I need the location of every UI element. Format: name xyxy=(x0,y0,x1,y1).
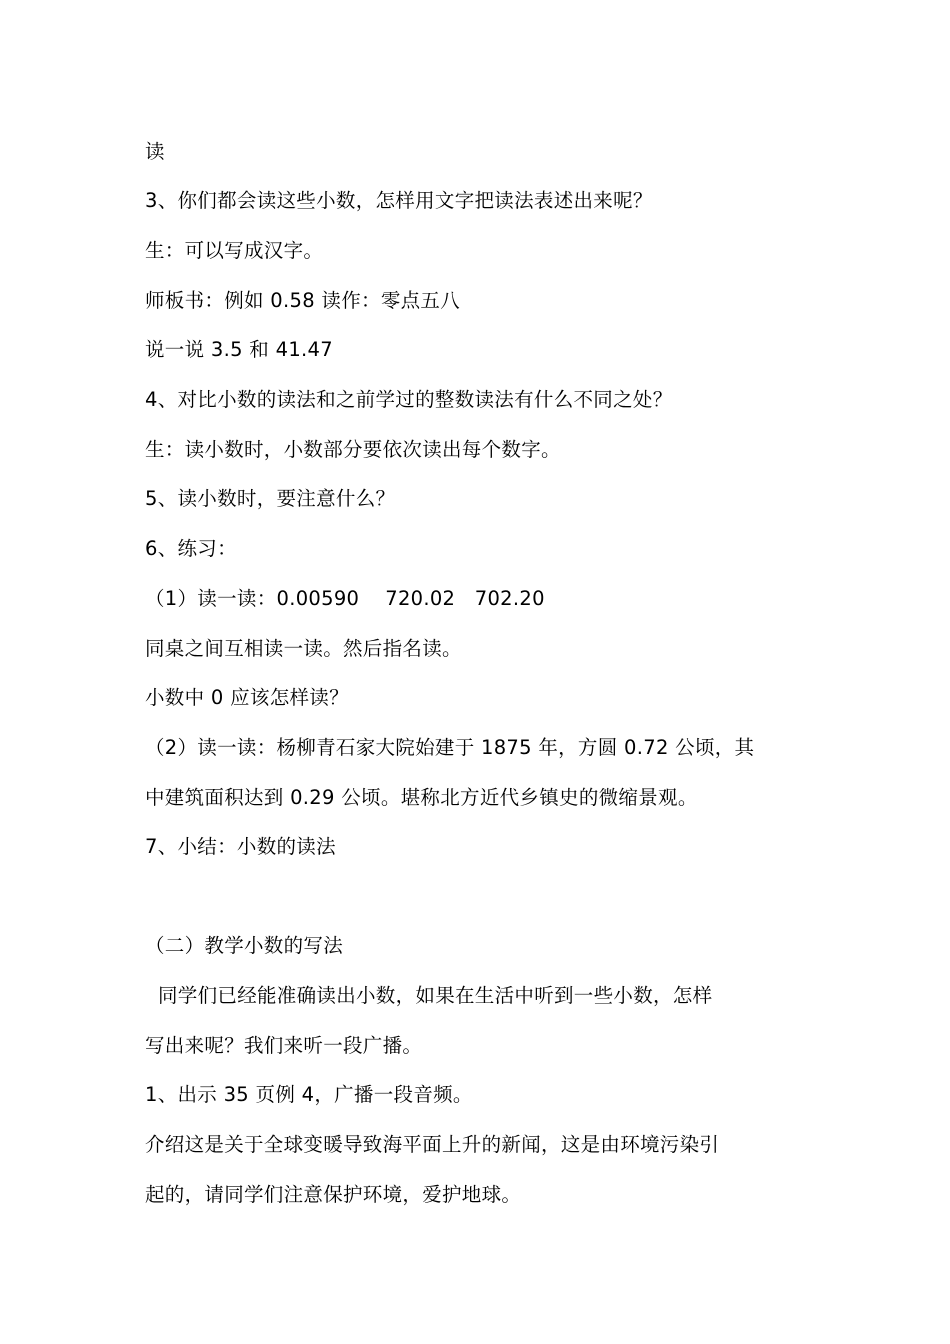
paragraph-line-9: 6、练习： xyxy=(145,537,237,560)
paragraph-line-21: 起的，请同学们注意保护环境，爱护地球。 xyxy=(145,1183,522,1206)
paragraph-line-3: 生：可以写成汉字。 xyxy=(145,239,324,262)
paragraph-line-7: 生：读小数时，小数部分要依次读出每个数字。 xyxy=(145,438,561,461)
section-heading: （二）教学小数的写法 xyxy=(145,934,344,957)
paragraph-line-12: 小数中 0 应该怎样读？ xyxy=(145,686,349,709)
paragraph-line-15: 7、小结：小数的读法 xyxy=(145,835,336,858)
paragraph-line-4: 师板书：例如 0.58 读作：零点五八 xyxy=(145,289,461,312)
paragraph-line-8: 5、读小数时，要注意什么？ xyxy=(145,487,396,510)
paragraph-line-2: 3、你们都会读这些小数，怎样用文字把读法表述出来呢？ xyxy=(145,189,653,212)
paragraph-line-17: 同学们已经能准确读出小数，如果在生活中听到一些小数，怎样 xyxy=(145,984,713,1007)
paragraph-line-10: （1）读一读：0.00590 720.02 702.20 xyxy=(145,587,545,610)
paragraph-line-1: 读 xyxy=(145,140,165,163)
paragraph-line-19: 1、出示 35 页例 4，广播一段音频。 xyxy=(145,1083,473,1106)
paragraph-line-18: 写出来呢？我们来听一段广播。 xyxy=(145,1034,423,1057)
paragraph-line-14: 中建筑面积达到 0.29 公顷。堪称北方近代乡镇史的微缩景观。 xyxy=(145,786,698,809)
paragraph-line-13: （2）读一读：杨柳青石家大院始建于 1875 年，方圆 0.72 公顷，其 xyxy=(145,736,755,759)
paragraph-line-20: 介绍这是关于全球变暖导致海平面上升的新闻，这是由环境污染引 xyxy=(145,1133,720,1156)
paragraph-line-5: 说一说 3.5 和 41.47 xyxy=(145,338,333,361)
paragraph-line-11: 同桌之间互相读一读。然后指名读。 xyxy=(145,637,462,660)
paragraph-line-6: 4、对比小数的读法和之前学过的整数读法有什么不同之处？ xyxy=(145,388,673,411)
